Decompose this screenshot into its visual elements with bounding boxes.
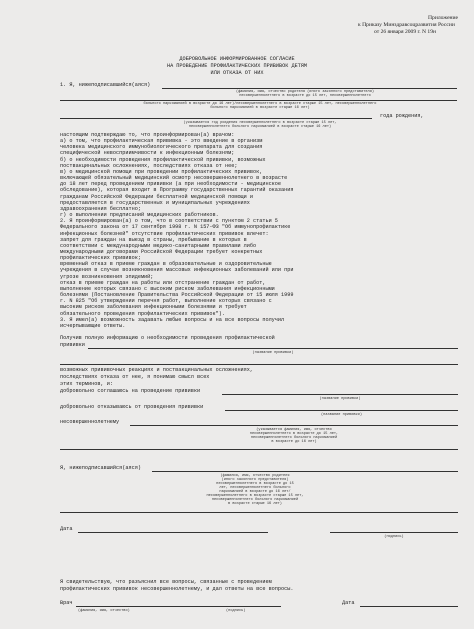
caption-vaccine-1: (название прививки) — [252, 351, 294, 355]
body-line: болезнями (Постановление Правительства Российской Федерации от 15 июля 1999 — [60, 292, 294, 299]
consequences-line: последствиях отказа от нее, я понимаю смысл всех — [60, 374, 210, 380]
caption-vaccine-2: (название прививки) — [319, 397, 361, 401]
body-line: специфической невосприимчивости к инфекционным болезням; — [60, 150, 235, 157]
reactions-line: возможных прививочных реакциях и поствакцинальных осложнениях, — [60, 367, 254, 373]
refuse-label: добровольно отказываюсь от проведения прививки — [60, 404, 204, 410]
caption-signer-6: несовершеннолетнего в возрасте старше 15 лет, — [206, 494, 304, 498]
refuse-vaccine-line[interactable] — [225, 410, 458, 411]
body-line: человека медицинского иммунобиологического препарата для создания — [60, 144, 263, 151]
minor-name-line-2[interactable] — [60, 449, 458, 450]
body-line: до 18 лет перед проведением прививки (а при необходимости - медицинское — [60, 181, 282, 188]
minor-name-line[interactable] — [130, 425, 458, 426]
signer-name-line[interactable] — [152, 471, 458, 472]
document-title-line-2: НА ПРОВЕДЕНИЕ ПРОФИЛАКТИЧЕСКИХ ПРИВИВОК ДЕТЯМ — [166, 63, 308, 69]
parent-name-line-2[interactable] — [60, 100, 457, 101]
appendix-line-3: от 26 января 2009 г. N 19н — [374, 29, 437, 35]
caption-birth-2: несовершеннолетнего больного наркоманией в возрасте старше 16 лет) — [188, 125, 332, 129]
body-line: в) о медицинской помощи при проведении профилактических прививок, — [60, 168, 263, 175]
caption-signer-2: (иного законного представителя) — [221, 478, 289, 482]
caption-parent-4: больного наркоманией в возрасте старше 16 лет) — [210, 106, 310, 110]
body-line: обследование), которая входит в Программу государственных гарантий оказания — [60, 187, 294, 194]
doctor-statement-line-2: профилактических прививок несовершеннолетнему, и дал ответы на все вопросы. — [60, 586, 294, 592]
caption-minor-1: (указывается фамилия, имя, отчество — [256, 428, 332, 432]
date-field-line[interactable] — [78, 532, 268, 533]
document-title-line-1: ДОБРОВОЛЬНОЕ ИНФОРМИРОВАННОЕ СОГЛАСИЕ — [179, 56, 295, 62]
doctor-label: Врач — [60, 600, 73, 606]
body-line: соответствии с международными медико-санитарными правилами либо — [60, 242, 257, 249]
body-line: международными договорами Российской Федерации требует конкретных — [60, 248, 263, 255]
caption-signer-5: наркоманией в возрасте до 16 лет/ — [219, 490, 291, 494]
body-line: 3. Я имел(а) возможность задавать любые вопросы и на все вопросы получил — [60, 316, 285, 323]
body-line: учреждения в случае возникновения массовых инфекционных заболеваний или при — [60, 267, 294, 274]
body-line: предоставляется в государственных и муниципальных учреждениях — [60, 199, 250, 206]
caption-signer-8: в возрасте старше 16 лет) — [228, 502, 282, 506]
doctor-date-label: Дата — [342, 600, 355, 606]
caption-minor-2: несовершеннолетнего в возрасте до 15 лет, — [249, 432, 339, 436]
caption-signer-3: несовершеннолетнего в возрасте до 15 — [216, 482, 294, 486]
caption-birth-1: (указывается год рождения несовершеннолетнего в возрасте старше 15 лет, — [183, 121, 337, 125]
body-line: отказ в приеме граждан на работы или отстранение граждан от работ, — [60, 279, 266, 286]
consent-vaccine-line[interactable] — [222, 394, 458, 395]
caption-vaccine-3: (название прививки) — [321, 413, 362, 417]
doctor-name-caption: (фамилия, имя, отчество) — [78, 609, 130, 613]
body-line: инфекционных болезней" отсутствие профилактических прививок влечет: — [60, 230, 269, 237]
caption-parent-3: больного наркоманией в возрасте до 16 лет)/несовершеннолетнего в возрасте старше 15 лет, несовершеннолетнего — [143, 102, 377, 106]
appendix-line-1: Приложение — [428, 15, 459, 21]
body-line: включающей обязательный медицинский осмотр несовершеннолетнего в возрасте — [60, 175, 288, 182]
body-line: обязательного проведения профилактических прививок"). — [60, 310, 225, 317]
signature-caption: (подпись) — [384, 535, 404, 539]
caption-signer-4: лет, несовершеннолетнего больного — [219, 486, 291, 490]
body-line: г. N 825 "Об утверждении перечня работ, выполнение которых связано с — [60, 298, 272, 305]
minor-label: несовершеннолетнему — [60, 419, 120, 425]
info-received-line-1: Получив полную информацию о необходимости проведения профилактической — [60, 335, 275, 341]
body-line: выполнение которых связано с высоким риском заболевания инфекционными — [60, 285, 275, 292]
parent-name-line-3[interactable] — [60, 118, 372, 119]
parent-name-line[interactable] — [162, 88, 457, 89]
doctor-statement-line-1: Я свидетельствую, что разъяснил все вопросы, связанные с проведением — [60, 579, 272, 585]
vaccine-name-line[interactable] — [88, 348, 458, 349]
body-line: высоким риском заболевания инфекционными болезнями и требует — [60, 304, 247, 311]
caption-signer-7: несовершеннолетнего больного наркоманией — [211, 498, 299, 502]
caption-minor-4: в возрасте до 16 лет) — [271, 440, 317, 444]
doctor-date-line[interactable] — [360, 606, 458, 607]
caption-parent-2: несовершеннолетнего в возрасте до 15 лет, несовершеннолетнего — [239, 94, 371, 98]
body-line: Федерального закона от 17 сентября 1998 г. N 157-ФЗ "Об иммунопрофилактике — [60, 224, 291, 231]
date-label: Дата — [60, 526, 73, 532]
body-line: запрет для граждан на выезд в страны, пребывание в которых в — [60, 236, 247, 243]
signature-line[interactable] — [330, 532, 458, 533]
doctor-signature-line[interactable] — [185, 606, 281, 607]
body-line: поствакцинальных осложнениях, последствиях отказа от нее; — [60, 162, 238, 169]
consent-label: добровольно соглашаюсь на проведение прививки — [60, 388, 201, 394]
vaccine-name-line-2[interactable] — [60, 364, 458, 365]
body-line: исчерпывающие ответы. — [60, 322, 126, 329]
body-line: г) о выполнении предписаний медицинских работников. — [60, 212, 219, 219]
caption-parent-1: (фамилия, имя, отчество родителя (иного законного представителя) — [235, 90, 375, 94]
section1-intro: 1. Я, нижеподписавшийся(аяся) — [60, 82, 151, 88]
terms-line: этих терминов, и: — [60, 381, 113, 387]
doctor-signature-caption: (подпись) — [226, 609, 246, 613]
body-line: профилактических прививок; — [60, 255, 141, 262]
signer-name-line-2[interactable] — [60, 512, 458, 513]
body-line: временный отказ в приеме граждан в образовательные и оздоровительные — [60, 261, 272, 268]
body-line: 2. Я проинформирован(а) о том, что в соответствии с пунктом 2 статьи 5 — [60, 218, 278, 225]
body-line: настоящим подтверждаю то, что проинформирован(а) врачом: — [60, 132, 235, 138]
body-line: б) о необходимости проведения профилактической прививки, возможных — [60, 156, 266, 163]
caption-signer-1: (фамилия, имя, отчество родителя — [220, 474, 290, 478]
birth-year-label: года рождения, — [380, 113, 424, 119]
body-line: здравоохранения бесплатно; — [60, 205, 141, 212]
body-line: а) о том, что профилактическая прививка - это введение в организм — [60, 138, 263, 145]
body-line: гражданам Российской Федерации бесплатной медицинской помощи и — [60, 193, 254, 200]
body-line: угрозе возникновения эпидемий; — [60, 273, 154, 280]
document-title-line-3: ИЛИ ОТКАЗА ОТ НИХ — [210, 70, 264, 76]
info-received-line-2: прививки — [60, 342, 85, 348]
appendix-line-2: к Приказу Минздравсоцразвития России — [358, 22, 455, 28]
section3-intro: Я, нижеподписавшийся(аяся) — [60, 465, 141, 471]
consent-body-text — [60, 132, 293, 329]
caption-minor-3: несовершеннолетнего больного наркоманией — [250, 436, 338, 440]
